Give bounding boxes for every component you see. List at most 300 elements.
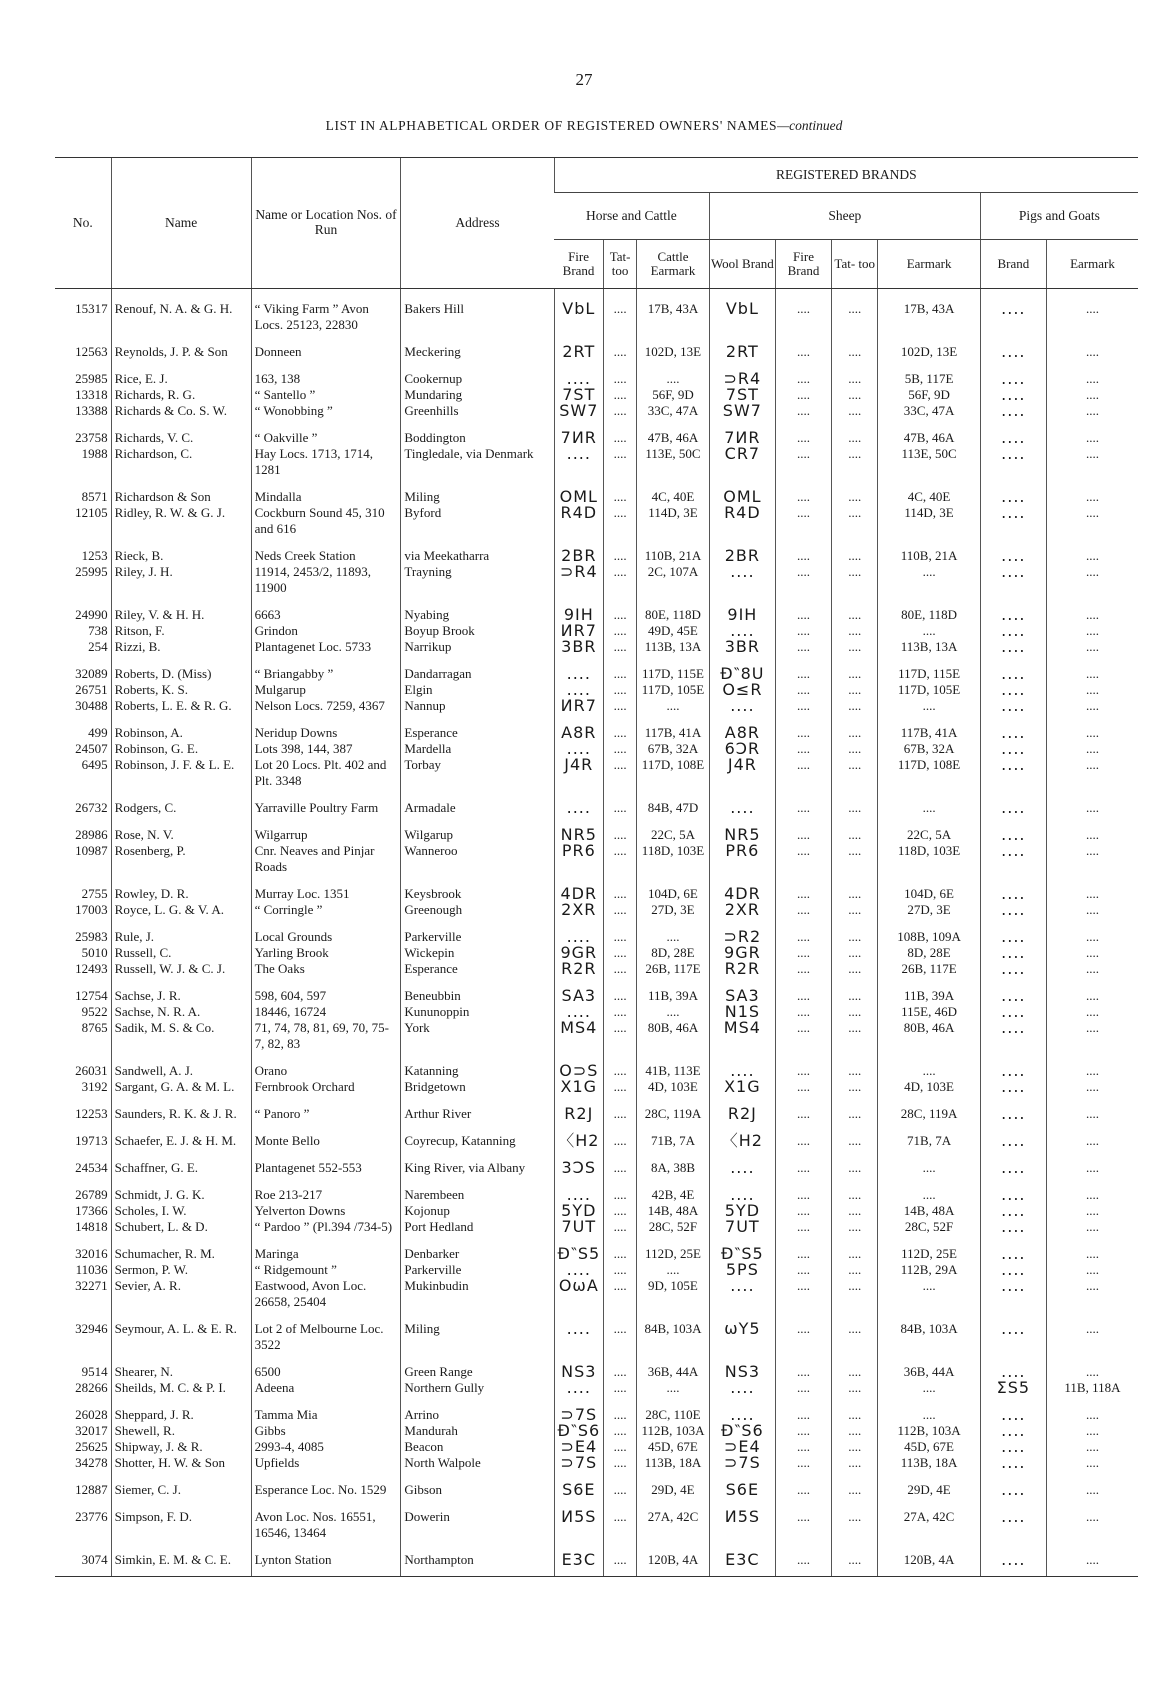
cell-no: 25625 [75, 1439, 108, 1454]
table-row [55, 918, 1138, 945]
cell-location: “ Ridgemount ” [251, 1262, 401, 1278]
cell-pig-brand: .... [980, 714, 1046, 741]
cell-wool-brand: И5S [709, 1498, 775, 1541]
cell-location: Gibbs [251, 1423, 401, 1439]
table-row [55, 843, 1138, 875]
cell-sheep-earmark: 112B, 103A [878, 1423, 980, 1439]
cell-wool-brand: 6ƆR [709, 741, 775, 757]
cell-sheep-earmark: 56F, 9D [878, 387, 980, 403]
table-body [55, 289, 1138, 1577]
cell-cattle-earmark: 28C, 52F [637, 1219, 710, 1235]
cell-sheep-tattoo: .... [832, 1278, 878, 1310]
cell-pig-earmark: .... [1046, 843, 1138, 875]
cell-sheep-earmark: .... [878, 698, 980, 714]
cell-pig-brand: .... [980, 1396, 1046, 1423]
cell-sheep-tattoo: .... [832, 1122, 878, 1149]
table-row [55, 419, 1138, 446]
cell-wool-brand: ωY5 [709, 1310, 775, 1353]
cell-sheep-tattoo: .... [832, 387, 878, 403]
cell-sheep-tattoo: .... [832, 289, 878, 334]
col-header-tattoo: Tat- too [604, 240, 637, 289]
cell-pig-earmark: .... [1046, 816, 1138, 843]
cell-pig-brand: .... [980, 1235, 1046, 1262]
cell-pig-earmark: .... [1046, 1122, 1138, 1149]
cell-fire-brand: ⊃7S [554, 1455, 604, 1471]
cell-no: 12754 [75, 988, 108, 1003]
cell-cattle-earmark: 49D, 45E [637, 623, 710, 639]
cell-pig-earmark: .... [1046, 1541, 1138, 1577]
cell-pig-earmark: .... [1046, 789, 1138, 816]
cell-sheep-earmark: .... [878, 1396, 980, 1423]
cell-name: Schaefer, E. J. & H. M. [111, 1122, 251, 1149]
cell-cattle-earmark: 117D, 108E [637, 757, 710, 789]
cell-sheep-earmark: 29D, 4E [878, 1471, 980, 1498]
cell-sheep-earmark: .... [878, 1176, 980, 1203]
cell-pig-brand: .... [980, 1310, 1046, 1353]
table-row [55, 387, 1138, 403]
cell-name: Roberts, K. S. [111, 682, 251, 698]
cell-location: Hay Locs. 1713, 1714, 1281 [251, 446, 401, 478]
cell-sheep-tattoo: .... [832, 1439, 878, 1455]
cell-sheep-earmark: .... [878, 1149, 980, 1176]
cell-pig-earmark: .... [1046, 875, 1138, 902]
cell-tattoo: .... [604, 623, 637, 639]
cell-tattoo: .... [604, 1439, 637, 1455]
cell-no: 23776 [75, 1509, 108, 1524]
cell-pig-earmark: .... [1046, 1262, 1138, 1278]
cell-name: Schmidt, J. G. K. [111, 1176, 251, 1203]
cell-wool-brand: ⊃E4 [709, 1439, 775, 1455]
cell-sheep-tattoo: .... [832, 843, 878, 875]
table-row [55, 1079, 1138, 1095]
cell-pig-earmark: .... [1046, 1235, 1138, 1262]
cell-address: Meckering [401, 333, 554, 360]
cell-cattle-earmark: 110B, 21A [637, 537, 710, 564]
cell-name: Seymour, A. L. & E. R. [111, 1310, 251, 1353]
cell-no: 24507 [75, 741, 108, 756]
cell-sheep-fire-brand: .... [775, 1020, 831, 1052]
cell-tattoo: .... [604, 1423, 637, 1439]
cell-cattle-earmark: .... [637, 1380, 710, 1396]
cell-pig-earmark: .... [1046, 741, 1138, 757]
cell-sheep-earmark: 36B, 44A [878, 1353, 980, 1380]
cell-wool-brand: 9GR [709, 945, 775, 961]
cell-pig-brand: .... [980, 596, 1046, 623]
cell-name: Sheilds, M. C. & P. I. [111, 1380, 251, 1396]
col-header-pig-earmark: Earmark [1046, 240, 1138, 289]
cell-no: 15317 [75, 301, 108, 316]
cell-pig-brand: .... [980, 1219, 1046, 1235]
cell-wool-brand: R2R [709, 961, 775, 977]
cell-sheep-tattoo: .... [832, 902, 878, 918]
cell-cattle-earmark: 113B, 18A [637, 1455, 710, 1471]
cell-wool-brand: ⊃R2 [709, 918, 775, 945]
cell-sheep-earmark: 113E, 50C [878, 446, 980, 478]
cell-address: Wilgarup [401, 816, 554, 843]
cell-no: 25985 [75, 371, 108, 386]
cell-no: 32017 [75, 1423, 108, 1438]
cell-cattle-earmark: 4C, 40E [637, 478, 710, 505]
cell-pig-brand: .... [980, 816, 1046, 843]
cell-sheep-earmark: 8D, 28E [878, 945, 980, 961]
cell-no: 11036 [75, 1262, 108, 1277]
cell-sheep-fire-brand: .... [775, 714, 831, 741]
cell-location: Maringa [251, 1235, 401, 1262]
cell-sheep-tattoo: .... [832, 945, 878, 961]
table-row [55, 446, 1138, 478]
cell-pig-brand: .... [980, 682, 1046, 698]
table-row [55, 360, 1138, 387]
cell-no: 30488 [75, 698, 108, 713]
cell-pig-earmark: .... [1046, 387, 1138, 403]
cell-tattoo: .... [604, 1541, 637, 1577]
cell-tattoo: .... [604, 1380, 637, 1396]
cell-sheep-earmark: .... [878, 623, 980, 639]
cell-wool-brand: .... [709, 1149, 775, 1176]
cell-location: 71, 74, 78, 81, 69, 70, 75-7, 82, 83 [251, 1020, 401, 1052]
cell-sheep-earmark: 80B, 46A [878, 1020, 980, 1052]
cell-name: Reynolds, J. P. & Son [111, 333, 251, 360]
cell-sheep-earmark: 108B, 109A [878, 918, 980, 945]
cell-cattle-earmark: 41B, 113E [637, 1052, 710, 1079]
cell-sheep-tattoo: .... [832, 714, 878, 741]
cell-no: 23758 [75, 430, 108, 445]
cell-no: 24534 [75, 1160, 108, 1175]
cell-fire-brand: O⊃S [554, 1052, 604, 1079]
cell-wool-brand: .... [709, 698, 775, 714]
cell-fire-brand: SA3 [554, 977, 604, 1004]
cell-pig-brand: .... [980, 1176, 1046, 1203]
cell-sheep-tattoo: .... [832, 446, 878, 478]
cell-location: Yarling Brook [251, 945, 401, 961]
cell-location: 6500 [251, 1353, 401, 1380]
cell-cattle-earmark: 117D, 105E [637, 682, 710, 698]
cell-cattle-earmark: 112B, 103A [637, 1423, 710, 1439]
cell-address: Arthur River [401, 1095, 554, 1122]
cell-fire-brand: NS3 [554, 1353, 604, 1380]
cell-wool-brand: E3C [709, 1541, 775, 1577]
cell-pig-earmark: .... [1046, 918, 1138, 945]
cell-address: Mandurah [401, 1423, 554, 1439]
cell-cattle-earmark: 11B, 39A [637, 977, 710, 1004]
table-row [55, 289, 1138, 334]
cell-sheep-fire-brand: .... [775, 977, 831, 1004]
cell-sheep-fire-brand: .... [775, 945, 831, 961]
cell-no: 26031 [75, 1063, 108, 1078]
cell-sheep-fire-brand: .... [775, 655, 831, 682]
table-header [55, 158, 1138, 289]
cell-sheep-tattoo: .... [832, 1455, 878, 1471]
cell-pig-brand: .... [980, 446, 1046, 478]
cell-address: Parkerville [401, 1262, 554, 1278]
cell-pig-brand: .... [980, 360, 1046, 387]
cell-pig-brand: .... [980, 875, 1046, 902]
cell-name: Schumacher, R. M. [111, 1235, 251, 1262]
cell-sheep-tattoo: .... [832, 977, 878, 1004]
cell-sheep-earmark: 47B, 46A [878, 419, 980, 446]
cell-sheep-earmark: 11B, 39A [878, 977, 980, 1004]
cell-sheep-earmark: 28C, 52F [878, 1219, 980, 1235]
cell-sheep-tattoo: .... [832, 1353, 878, 1380]
cell-sheep-earmark: .... [878, 789, 980, 816]
cell-tattoo: .... [604, 596, 637, 623]
cell-name: Robinson, G. E. [111, 741, 251, 757]
cell-wool-brand: SA3 [709, 977, 775, 1004]
cell-location: “ Briangabby ” [251, 655, 401, 682]
cell-sheep-fire-brand: .... [775, 789, 831, 816]
cell-pig-brand: .... [980, 1052, 1046, 1079]
cell-sheep-earmark: 80E, 118D [878, 596, 980, 623]
cell-name: Richards, V. C. [111, 419, 251, 446]
cell-pig-brand: .... [980, 289, 1046, 334]
cell-no: 9522 [81, 1004, 108, 1019]
cell-pig-brand: .... [980, 1353, 1046, 1380]
cell-sheep-fire-brand: .... [775, 1396, 831, 1423]
cell-sheep-tattoo: .... [832, 1423, 878, 1439]
cell-pig-earmark: .... [1046, 945, 1138, 961]
cell-location: Local Grounds [251, 918, 401, 945]
cell-cattle-earmark: 114D, 3E [637, 505, 710, 537]
cell-name: Simkin, E. M. & C. E. [111, 1541, 251, 1577]
cell-sheep-tattoo: .... [832, 639, 878, 655]
cell-wool-brand: NS3 [709, 1353, 775, 1380]
table-row [55, 1455, 1138, 1471]
cell-sheep-fire-brand: .... [775, 741, 831, 757]
table-row [55, 537, 1138, 564]
cell-name: Russell, C. [111, 945, 251, 961]
cell-fire-brand: E3C [554, 1541, 604, 1577]
cell-sheep-fire-brand: .... [775, 1052, 831, 1079]
cell-cattle-earmark: 27A, 42C [637, 1498, 710, 1541]
cell-sheep-tattoo: .... [832, 1380, 878, 1396]
cell-no: 8571 [81, 489, 108, 504]
cell-fire-brand: Ɖ‶S5 [554, 1235, 604, 1262]
cell-pig-earmark: .... [1046, 1423, 1138, 1439]
cell-cattle-earmark: .... [637, 360, 710, 387]
cell-fire-brand: .... [554, 360, 604, 387]
cell-address: North Walpole [401, 1455, 554, 1471]
cell-sheep-fire-brand: .... [775, 698, 831, 714]
cell-tattoo: .... [604, 1176, 637, 1203]
cell-wool-brand: 3BR [709, 639, 775, 655]
cell-sheep-earmark: 4C, 40E [878, 478, 980, 505]
cell-cattle-earmark: 45D, 67E [637, 1439, 710, 1455]
page-title-text: LIST IN ALPHABETICAL ORDER OF REGISTERED OWNERS' NAMES [325, 118, 778, 133]
cell-sheep-tattoo: .... [832, 505, 878, 537]
cell-name: Riley, V. & H. H. [111, 596, 251, 623]
table-row [55, 1541, 1138, 1577]
cell-name: Sheppard, J. R. [111, 1396, 251, 1423]
cell-sheep-fire-brand: .... [775, 757, 831, 789]
cell-address: Gibson [401, 1471, 554, 1498]
col-header-pig-brand: Brand [980, 240, 1046, 289]
cell-sheep-tattoo: .... [832, 1020, 878, 1052]
cell-no: 5010 [81, 945, 108, 960]
cell-sheep-fire-brand: .... [775, 537, 831, 564]
cell-tattoo: .... [604, 1095, 637, 1122]
cell-name: Richards & Co. S. W. [111, 403, 251, 419]
cell-no: 12563 [75, 344, 108, 359]
table-row [55, 403, 1138, 419]
cell-location: Lynton Station [251, 1541, 401, 1577]
cell-location: Lots 398, 144, 387 [251, 741, 401, 757]
cell-cattle-earmark: 67B, 32A [637, 741, 710, 757]
cell-pig-earmark: .... [1046, 505, 1138, 537]
cell-pig-brand: .... [980, 977, 1046, 1004]
cell-no: 1253 [81, 548, 108, 563]
cell-pig-earmark: .... [1046, 698, 1138, 714]
cell-no: 2755 [81, 886, 108, 901]
cell-sheep-fire-brand: .... [775, 1498, 831, 1541]
cell-name: Rose, N. V. [111, 816, 251, 843]
cell-cattle-earmark: 17B, 43A [637, 289, 710, 334]
cell-sheep-tattoo: .... [832, 596, 878, 623]
cell-sheep-earmark: 112D, 25E [878, 1235, 980, 1262]
table-row [55, 1122, 1138, 1149]
cell-sheep-earmark: 117B, 41A [878, 714, 980, 741]
cell-tattoo: .... [604, 698, 637, 714]
cell-name: Royce, L. G. & V. A. [111, 902, 251, 918]
cell-pig-brand: .... [980, 1262, 1046, 1278]
cell-name: Sadik, M. S. & Co. [111, 1020, 251, 1052]
cell-sheep-tattoo: .... [832, 816, 878, 843]
cell-sheep-fire-brand: .... [775, 639, 831, 655]
cell-sheep-fire-brand: .... [775, 1176, 831, 1203]
cell-sheep-tattoo: .... [832, 789, 878, 816]
cell-sheep-fire-brand: .... [775, 682, 831, 698]
cell-name: Riley, J. H. [111, 564, 251, 596]
cell-pig-brand: .... [980, 1498, 1046, 1541]
table-row [55, 1278, 1138, 1310]
cell-location: Donneen [251, 333, 401, 360]
cell-fire-brand: X1G [554, 1079, 604, 1095]
cell-cattle-earmark: 36B, 44A [637, 1353, 710, 1380]
cell-location: 18446, 16724 [251, 1004, 401, 1020]
cell-fire-brand: .... [554, 1380, 604, 1396]
page-title [0, 118, 1168, 134]
cell-sheep-fire-brand: .... [775, 1471, 831, 1498]
cell-cattle-earmark: .... [637, 698, 710, 714]
cell-fire-brand: .... [554, 1262, 604, 1278]
cell-sheep-fire-brand: .... [775, 1149, 831, 1176]
cell-no: 32089 [75, 666, 108, 681]
cell-sheep-tattoo: .... [832, 564, 878, 596]
cell-wool-brand: 2RT [709, 333, 775, 360]
cell-name: Shearer, N. [111, 1353, 251, 1380]
cell-pig-earmark: .... [1046, 419, 1138, 446]
cell-address: Parkerville [401, 918, 554, 945]
cell-sheep-tattoo: .... [832, 623, 878, 639]
table-row [55, 757, 1138, 789]
cell-wool-brand: .... [709, 1278, 775, 1310]
cell-sheep-fire-brand: .... [775, 1219, 831, 1235]
cell-address: Wanneroo [401, 843, 554, 875]
cell-tattoo: .... [604, 816, 637, 843]
cell-address: Cookernup [401, 360, 554, 387]
cell-address: Miling [401, 1310, 554, 1353]
cell-sheep-earmark: 110B, 21A [878, 537, 980, 564]
cell-tattoo: .... [604, 1396, 637, 1423]
cell-no: 738 [88, 623, 108, 638]
cell-fire-brand: OML [554, 478, 604, 505]
cell-sheep-tattoo: .... [832, 757, 878, 789]
table-row [55, 1176, 1138, 1203]
cell-fire-brand: 4DR [554, 875, 604, 902]
cell-wool-brand: O≤R [709, 682, 775, 698]
cell-location: 11914, 2453/2, 11893, 11900 [251, 564, 401, 596]
cell-sheep-earmark: 27A, 42C [878, 1498, 980, 1541]
cell-sheep-fire-brand: .... [775, 623, 831, 639]
cell-wool-brand: Ɖ‶S5 [709, 1235, 775, 1262]
cell-address: Green Range [401, 1353, 554, 1380]
cell-name: Rice, E. J. [111, 360, 251, 387]
cell-location: Tamma Mia [251, 1396, 401, 1423]
cell-sheep-earmark: 71B, 7A [878, 1122, 980, 1149]
cell-sheep-fire-brand: .... [775, 1079, 831, 1095]
cell-sheep-fire-brand: .... [775, 1455, 831, 1471]
cell-wool-brand: A8R [709, 714, 775, 741]
cell-pig-brand: .... [980, 537, 1046, 564]
cell-pig-brand: .... [980, 505, 1046, 537]
cell-address: Mardella [401, 741, 554, 757]
cell-no: 3074 [55, 1541, 111, 1577]
cell-wool-brand: 7ИR [709, 419, 775, 446]
cell-pig-brand: .... [980, 1278, 1046, 1310]
cell-pig-earmark: .... [1046, 714, 1138, 741]
cell-pig-earmark: .... [1046, 596, 1138, 623]
cell-location: “ Viking Farm ” Avon Locs. 25123, 22830 [251, 289, 401, 334]
table-row [55, 1020, 1138, 1052]
cell-name: Schaffner, G. E. [111, 1149, 251, 1176]
cell-fire-brand: .... [554, 1176, 604, 1203]
table-row [55, 623, 1138, 639]
cell-pig-brand: .... [980, 1004, 1046, 1020]
cell-fire-brand: 3ƆS [554, 1149, 604, 1176]
cell-location: Cockburn Sound 45, 310 and 616 [251, 505, 401, 537]
cell-tattoo: .... [604, 1219, 637, 1235]
col-group-registered-brands: REGISTERED BRANDS [554, 158, 1138, 193]
cell-no: 12493 [75, 961, 108, 976]
col-header-sheep-fire-brand: Fire Brand [775, 240, 831, 289]
cell-wool-brand: .... [709, 1176, 775, 1203]
cell-name: Roberts, L. E. & R. G. [111, 698, 251, 714]
cell-pig-earmark: .... [1046, 1310, 1138, 1353]
cell-wool-brand: 4DR [709, 875, 775, 902]
cell-cattle-earmark: 102D, 13E [637, 333, 710, 360]
cell-location: Neds Creek Station [251, 537, 401, 564]
cell-cattle-earmark: 47B, 46A [637, 419, 710, 446]
cell-sheep-fire-brand: .... [775, 961, 831, 977]
cell-cattle-earmark: 117D, 115E [637, 655, 710, 682]
cell-cattle-earmark: 113E, 50C [637, 446, 710, 478]
cell-address: Miling [401, 478, 554, 505]
cell-sheep-tattoo: .... [832, 1235, 878, 1262]
cell-address: via Meekatharra [401, 537, 554, 564]
cell-cattle-earmark: 33C, 47A [637, 403, 710, 419]
cell-name: Roberts, D. (Miss) [111, 655, 251, 682]
col-header-fire-brand: Fire Brand [554, 240, 604, 289]
cell-name: Richardson, C. [111, 446, 251, 478]
cell-sheep-fire-brand: .... [775, 505, 831, 537]
cell-name: Sachse, J. R. [111, 977, 251, 1004]
cell-address: Boyup Brook [401, 623, 554, 639]
table-row [55, 1004, 1138, 1020]
cell-tattoo: .... [604, 446, 637, 478]
cell-no: 13388 [75, 403, 108, 418]
cell-wool-brand: CR7 [709, 446, 775, 478]
cell-fire-brand: 9IH [554, 596, 604, 623]
cell-no: 12105 [75, 505, 108, 520]
